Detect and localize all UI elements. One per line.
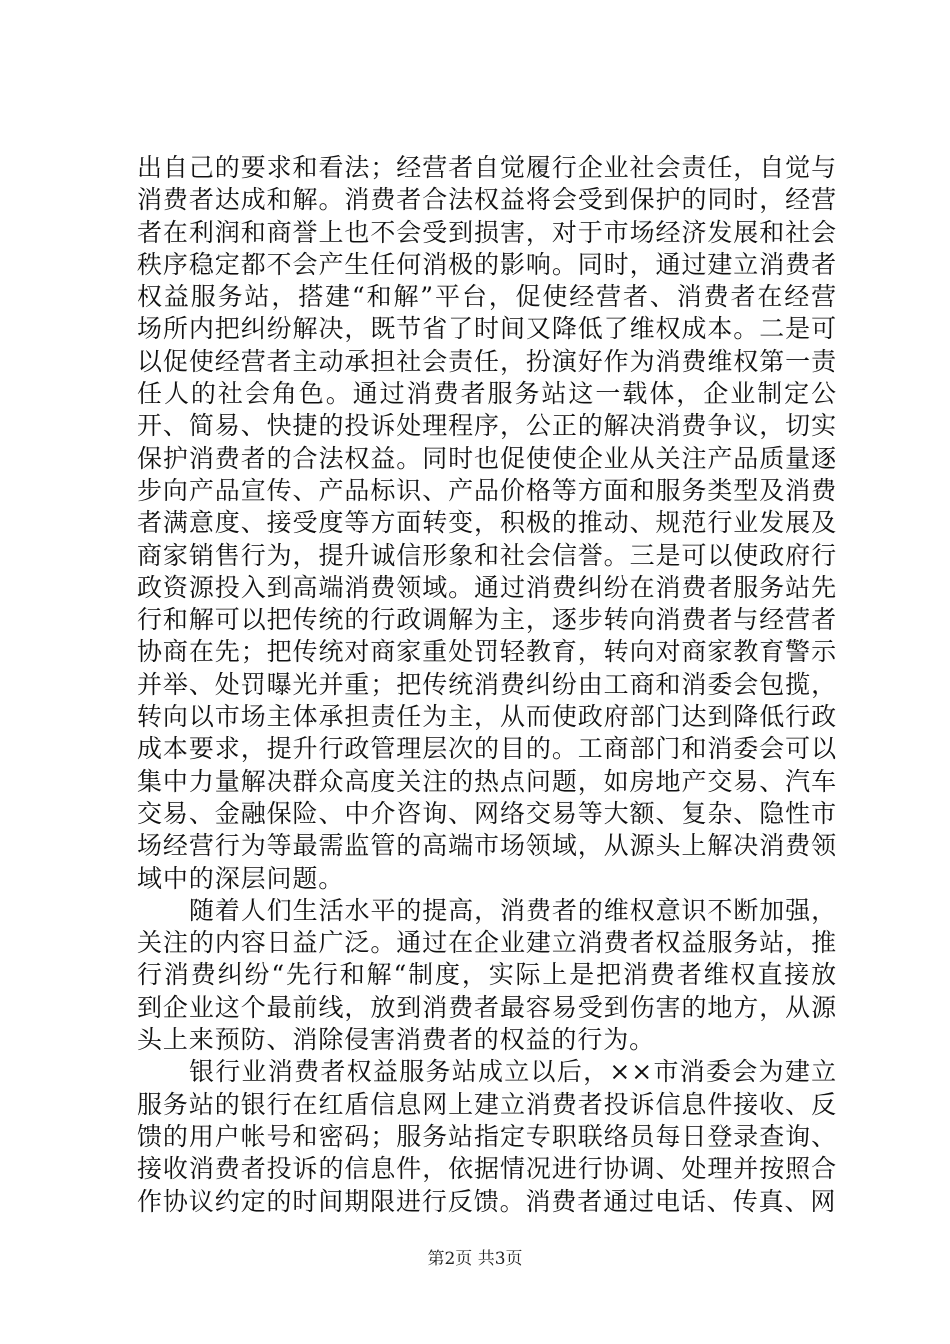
page-footer [0,1244,950,1269]
page-number: 第2页 [427,1249,473,1269]
page-total: 共3页 [477,1249,523,1269]
paragraph-bank-service-station: 银行业消费者权益服务站成立以后，××市消委会为建立服务站的银行在红盾信息网上建立消费者投诉信息件接收、反馈的用户帐号和密码；服务站指定专职联络员每日登录查询、接收消费者投诉的信息件，依据情况进行协调、处理并按照合作协议约定的时间期限进行反馈。消费者通过电话、传真、网 [137,1057,837,1216]
paragraph-consumer-awareness: 随着人们生活水平的提高，消费者的维权意识不断加强，关注的内容日益广泛。通过在企业建立消费者权益服务站，推行消费纠纷“先行和解“制度，实际上是把消费者维权直接放到企业这个最前线，放到消费者最容易受到伤害的地方，从源头上来预防、消除侵害消费者的权益的行为。 [137,895,837,1055]
document-body [137,152,837,1218]
paragraph-continued: 出自己的要求和看法；经营者自觉履行企业社会责任，自觉与消费者达成和解。消费者合法权益将会受到保护的同时，经营者在利润和商誉上也不会受到损害，对于市场经济发展和社会秩序稳定都不会产生任何消极的影响。同时，通过建立消费者权益服务站，搭建“和解”平台，促使经营者、消费者在经营场所内把纠纷解决，既节省了时间又降低了维权成本。二是可以促使经营者主动承担社会责任，扮演好作为消费维权第一责任人的社会角色。通过消费者服务站这一载体，企业制定公开、简易、快捷的投诉处理程序，公正的解决消费争议，切实保护消费者的合法权益。同时也促使使企业从关注产品质量逐步向产品宣传、产品标识、产品价格等方面和服务类型及消费者满意度、接受度等方面转变，积极的推动、规范行业发展及商家销售行为，提升诚信形象和社会信誉。三是可以使政府行政资源投入到高端消费领域。通过消费纠纷在消费者服务站先行和解可以把传统的行政调解为主，逐步转向消费者与经营者协商在先；把传统对商家重处罚轻教育，转向对商家教育警示并举、处罚曝光并重；把传统消费纠纷由工商和消委会包揽，转向以市场主体承担责任为主，从而使政府部门达到降低行政成本要求，提升行政管理层次的目的。工商部门和消委会可以集中力量解决群众高度关注的热点问题，如房地产交易、汽车交易、金融保险、中介咨询、网络交易等大额、复杂、隐性市场经营行为等最需监管的高端市场领域，从源头上解决消费领域中的深层问题。 [137,153,837,893]
